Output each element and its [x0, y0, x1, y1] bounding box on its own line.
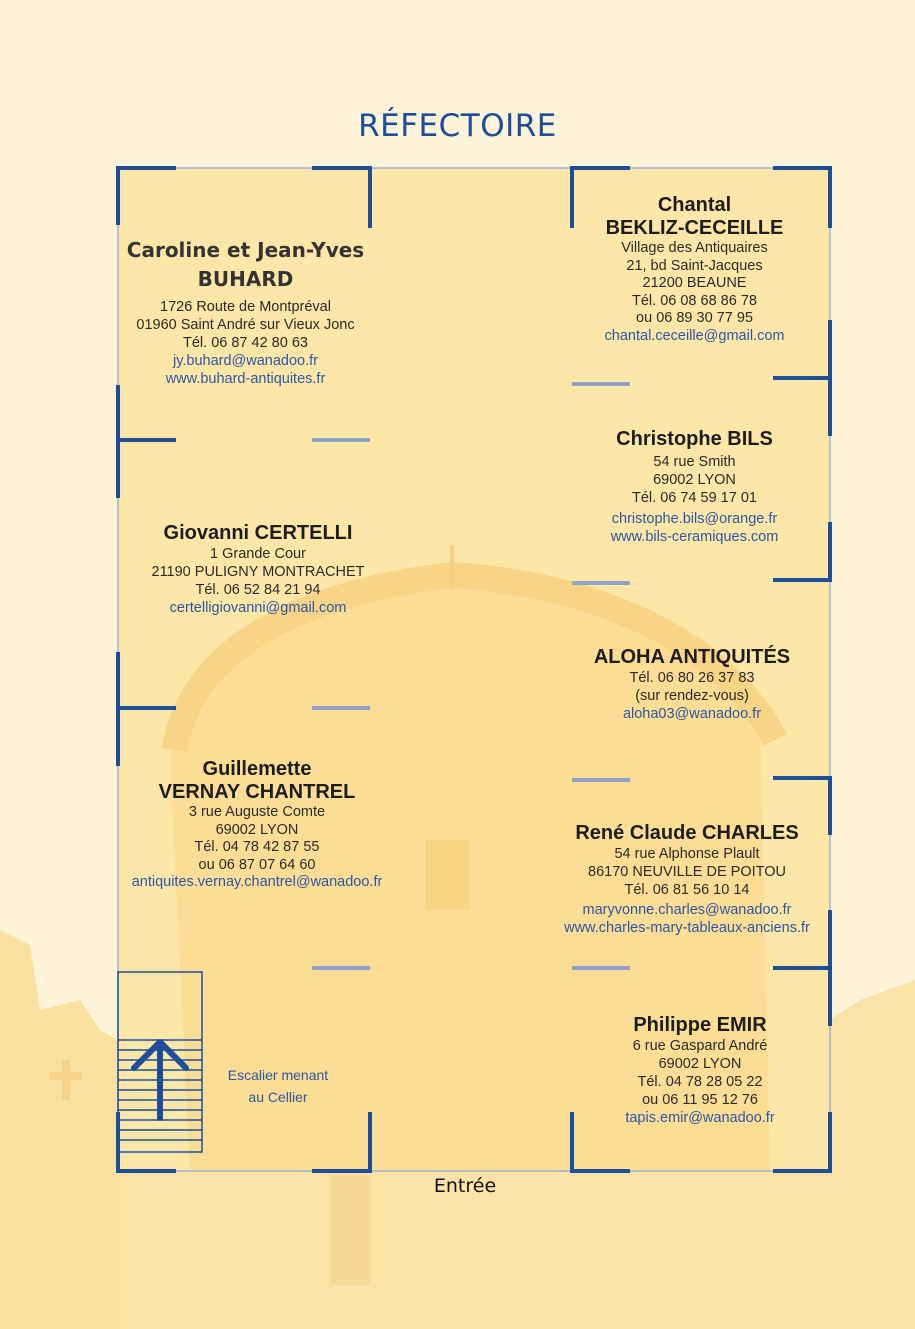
- booth-line: 01960 Saint André sur Vieux Jonc: [136, 317, 355, 333]
- tower-window: [425, 840, 470, 910]
- stair-label-line: Escalier menant: [227, 1067, 329, 1083]
- booth-line: Tél. 06 08 68 86 78: [632, 292, 757, 309]
- booth-line: 1 Grande Cour: [210, 546, 306, 562]
- booth-name: Giovanni CERTELLI: [163, 522, 353, 544]
- website-link[interactable]: www.charles-mary-tableaux-anciens.fr: [564, 920, 810, 936]
- email-link[interactable]: chantal.ceceille@gmail.com: [604, 327, 785, 344]
- booth-name: René Claude CHARLES: [575, 822, 799, 844]
- booth-line: ou 06 87 07 64 60: [198, 856, 316, 873]
- booth-line: Tél. 06 80 26 37 83: [629, 670, 755, 686]
- village-silhouette: [0, 930, 118, 1329]
- booth-line: Village des Antiquaires: [621, 240, 768, 256]
- booth-name: Chantal: [657, 194, 732, 216]
- email-link[interactable]: christophe.bils@orange.fr: [611, 511, 778, 527]
- email-link[interactable]: aloha03@wanadoo.fr: [622, 706, 762, 722]
- booth-name: Guillemette: [202, 758, 312, 780]
- booth-line: Tél. 06 52 84 21 94: [195, 582, 321, 598]
- email-link[interactable]: jy.buhard@wanadoo.fr: [172, 353, 319, 369]
- booth-line: 21190 PULIGNY MONTRACHET: [151, 564, 365, 580]
- booth-vernay: [118, 758, 396, 892]
- booth-line: Tél. 04 78 28 05 22: [637, 1074, 763, 1090]
- booth-certelli: [118, 522, 398, 617]
- booth-line: Tél. 06 74 59 17 01: [632, 490, 757, 506]
- booth-name: BEKLIZ-CECEILLE: [605, 217, 784, 239]
- booth-line: Tél. 06 81 56 10 14: [624, 882, 750, 898]
- email-link[interactable]: tapis.emir@wanadoo.fr: [625, 1110, 775, 1126]
- booth-line: ou 06 89 30 77 95: [636, 310, 753, 326]
- booth-line: 1726 Route de Montpréval: [160, 299, 331, 315]
- booth-name: Caroline et Jean-Yves: [126, 238, 365, 262]
- booth-name: Philippe EMIR: [633, 1014, 767, 1036]
- booth-name: Christophe BILS: [616, 428, 773, 450]
- website-link[interactable]: www.bils-ceramiques.com: [610, 529, 779, 545]
- booth-aloha: [572, 646, 812, 723]
- booth-line: 54 rue Alphonse Plault: [614, 846, 760, 862]
- booth-name: ALOHA ANTIQUITÉS: [593, 646, 791, 668]
- booth-name: BUHARD: [197, 267, 294, 291]
- booth-line: ou 06 11 95 12 76: [642, 1092, 758, 1108]
- lower-window: [330, 1175, 370, 1285]
- booth-line: Tél. 04 78 42 87 55: [194, 839, 320, 855]
- booth-line: 21, bd Saint-Jacques: [626, 257, 763, 274]
- entrance-label: Entrée: [433, 1175, 497, 1197]
- booth-line: 3 rue Auguste Comte: [188, 804, 326, 820]
- booth-line: 86170 NEUVILLE DE POITOU: [588, 864, 786, 880]
- stair-label: [212, 1064, 344, 1108]
- booth-charles: [548, 822, 826, 937]
- booth-line: 21200 BEAUNE: [642, 275, 747, 291]
- email-link[interactable]: antiquites.vernay.chantrel@wanadoo.fr: [131, 874, 383, 890]
- website-link[interactable]: www.buhard-antiquites.fr: [165, 371, 326, 387]
- page-title: RÉFECTOIRE: [358, 108, 557, 144]
- booth-line: 6 rue Gaspard André: [632, 1038, 768, 1054]
- booth-line: (sur rendez-vous): [635, 688, 749, 704]
- booth-buhard: [118, 236, 373, 388]
- booth-emir: [572, 1014, 828, 1127]
- booth-bils: [572, 428, 817, 546]
- stair-label-line: au Cellier: [248, 1089, 308, 1105]
- booth-line: 54 rue Smith: [653, 454, 736, 470]
- booth-name: VERNAY CHANTREL: [158, 781, 356, 803]
- booth-line: 69002 LYON: [215, 821, 299, 838]
- booth-line: 69002 LYON: [658, 1056, 742, 1072]
- booth-bekliz: [572, 194, 817, 345]
- email-link[interactable]: certelligiovanni@gmail.com: [169, 600, 347, 616]
- email-link[interactable]: maryvonne.charles@wanadoo.fr: [582, 902, 792, 918]
- booth-line: 69002 LYON: [653, 472, 736, 488]
- booth-line: Tél. 06 87 42 80 63: [183, 335, 308, 351]
